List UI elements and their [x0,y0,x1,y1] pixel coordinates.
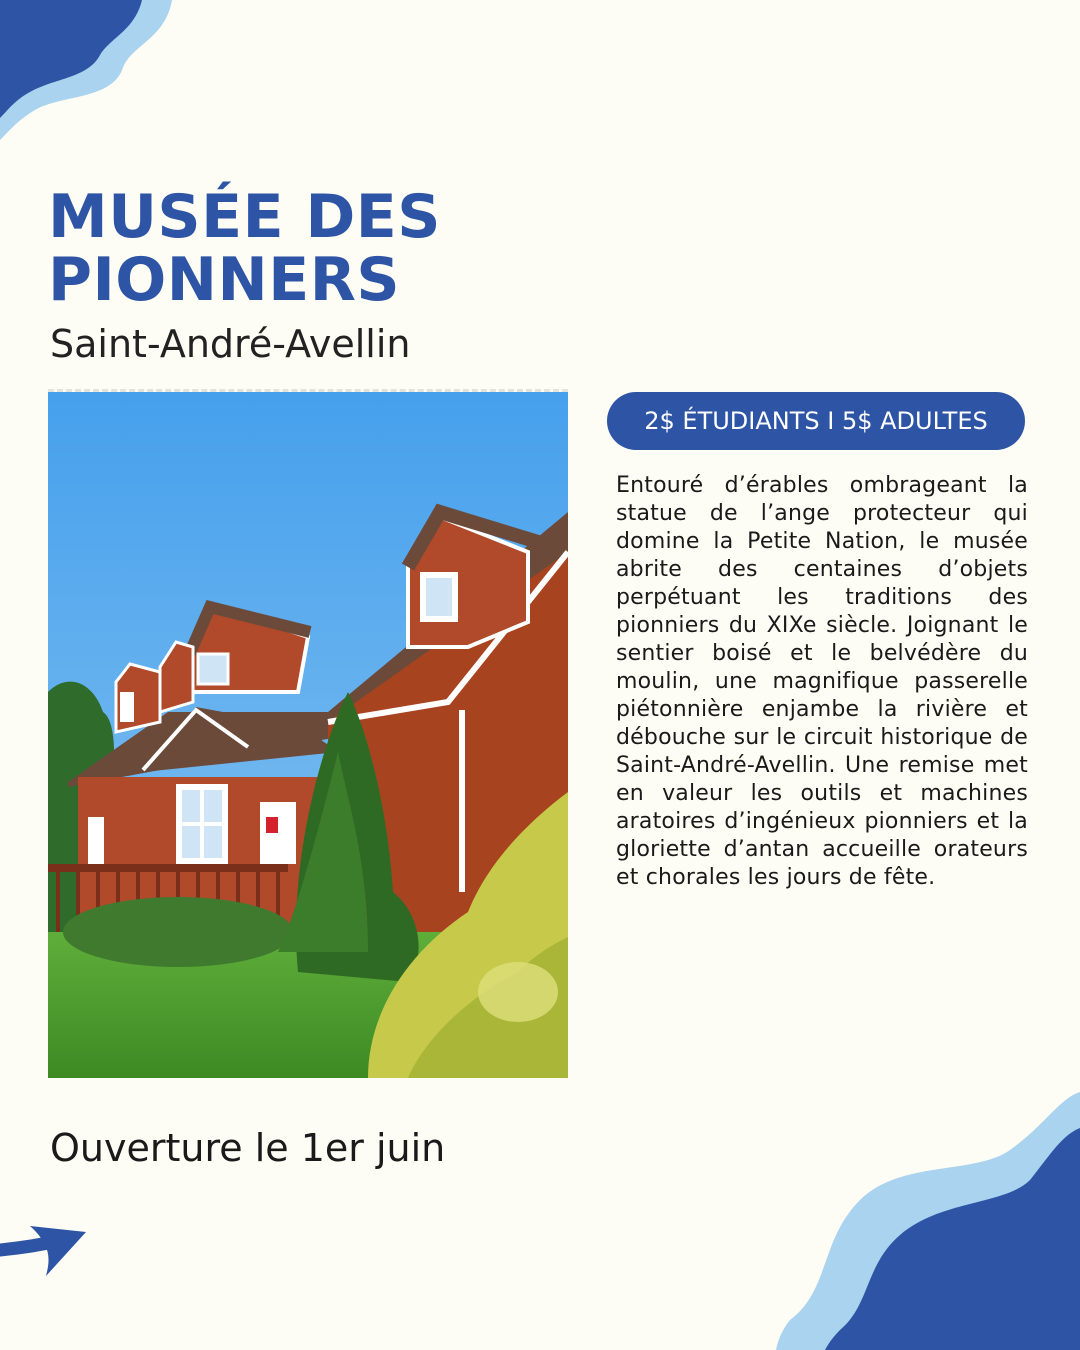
title-line-1: MUSÉE DES [48,182,442,252]
location-subtitle: Saint-André-Avellin [50,322,411,366]
page-title [48,182,442,315]
title-line-2: PIONNERS [48,245,401,315]
museum-house-photo [48,392,568,1078]
opening-date: Ouverture le 1er juin [50,1126,446,1170]
arrow-right-icon [0,1226,86,1276]
description-text: Entouré d’érables ombrageant la statue de l’ange protecteur qui domine la Petite Nation, le musée abrite des centaines d’objets perpétuant les traditions des pionniers du XIXe siècle. Joignant le sentier boisé et le belvédère du moulin, une magnifique passerelle piétonnière enjambe la rivière et débouche sur le circuit historique de Saint-André-Avellin. Une remise met en valeur les outils et machines aratoires d’ingénieux pionniers et la gloriette d’antan accueille orateurs et chorales les jours de fête. [616,473,1028,890]
price-badge: 2$ ÉTUDIANTS I 5$ ADULTES [607,392,1025,450]
